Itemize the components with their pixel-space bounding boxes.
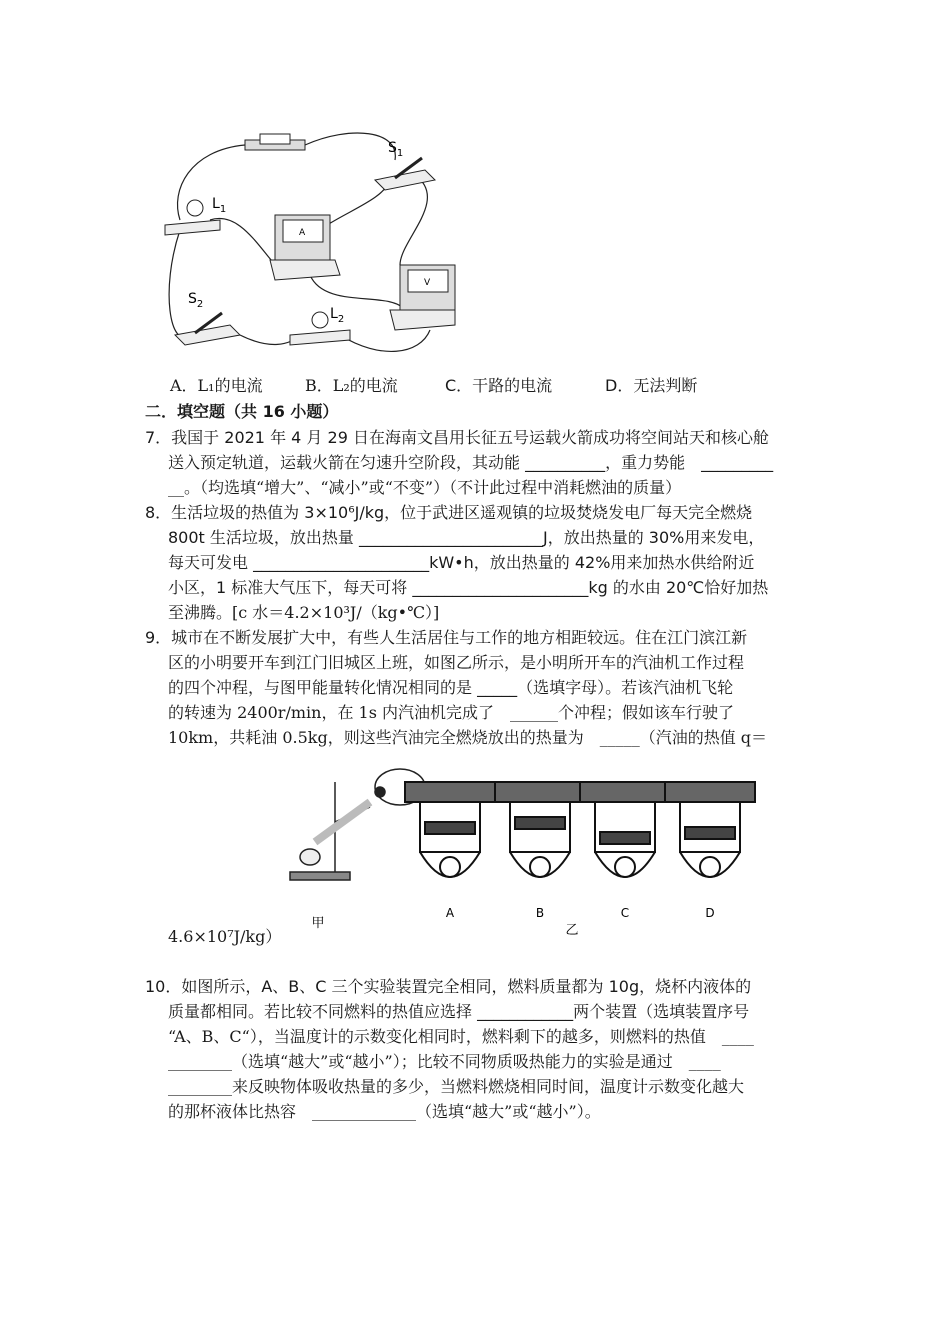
q10-line-2: 质量都相同。若比较不同燃料的热值应选择 ____________两个装置（选填装置序号 [168,1002,750,1021]
option-b: B．L₂的电流 [305,376,398,395]
engine-a [405,782,495,877]
q7-line-3: __。（均选填“增大”、“减小”或“不变”）（不计此过程中消耗燃油的质量） [168,478,682,497]
q9-line-1: 9．城市在不断发展扩大中，有些人生活居住与工作的地方相距较远。住在江门滨江新 [145,628,748,647]
option-a: A．L₁的电流 [170,376,263,395]
svg-text:S1: $S_1$ [388,140,404,159]
svg-text:V: V [424,278,431,288]
engine-figure [280,762,780,940]
q8-line-2: 800t 生活垃圾，放出热量 _______________________J，放出热量的 30%用来发电， [168,528,765,547]
q9-line-2: 区的小明要开车到江门旧城区上班，如图乙所示，是小明所开车的汽油机工作过程 [168,653,745,672]
switch-s1 [375,158,435,190]
q9-line-5: 10km，共耗油 0.5kg，则这些汽油完全燃烧放出的热量为 _____（汽油的热值 q＝ [168,728,768,747]
engine-label-b: B [535,906,545,920]
engine-d [665,782,755,877]
ammeter [270,215,340,280]
engine-b [495,782,585,877]
figure-jia-label: 甲 [311,916,325,931]
q9-line-6: 4.6×10⁷J/kg） [168,927,282,946]
q8-line-5: 至沸腾。[c 水＝4.2×10³J/（kg•℃）] [168,603,440,622]
voltmeter [390,265,455,330]
q10-line-4: ________（选填“越大”或“越小”）；比较不同物质吸热能力的实验是通过 ____ [168,1052,721,1071]
q10-line-1: 10．如图所示，A、B、C 三个实验装置完全相同，燃料质量都为 10g，烧杯内液体的 [145,977,752,996]
q8-line-4: 小区，1 标准大气压下，每天可将 ______________________kg 的水由 20℃恰好加热 [168,578,769,597]
svg-text:L2: $L_2$ [330,306,345,325]
q9-line-3: 的四个冲程，与图甲能量转化情况相同的是 _____（选填字母）。若该汽油机飞轮 [168,678,734,697]
q9-line-4: 的转速为 2400r/min，在 1s 内汽油机完成了 ______个冲程；假如该车行驶了 [168,703,735,722]
q10-line-3: “A、B、C“），当温度计的示数变化相同时，燃料剩下的越多，则燃料的热值 ____ [168,1027,754,1046]
engine-c [580,782,670,877]
q7-line-1: 7．我国于 2021 年 4 月 29 日在海南文昌用长征五号运载火箭成功将空间站天和核心舱 [145,428,769,447]
q7-line-2: 送入预定轨道，运载火箭在匀速升空阶段，其动能 __________，重力势能 _________ [168,453,774,472]
q8-line-1: 8．生活垃圾的热值为 3×10⁶J/kg，位于武进区遥观镇的垃圾焚烧发电厂每天完全燃烧 [145,503,753,522]
section-heading: 二．填空题（共 16 小题） [145,402,339,421]
svg-text:L1: $L_1$ [212,196,227,215]
circuit-figure [150,120,460,370]
engine-label-d: D [705,906,715,920]
option-c: C．干路的电流 [445,376,553,395]
engine-label-a: A [445,906,455,920]
switch-s2 [175,313,240,345]
option-d: D．无法判断 [605,376,698,395]
q8-line-3: 每天可发电 ______________________kW•h，放出热量的 42%用来加热水供给附近 [168,553,755,572]
q10-line-5: ________来反映物体吸收热量的多少，当燃料燃烧相同时间，温度计示数变化越大 [168,1077,745,1096]
figure-yi-label: 乙 [565,923,579,938]
engine-label-c: C [620,906,630,920]
svg-text:A: A [299,228,306,238]
q10-line-6: 的那杯液体比热容 _____________（选填“越大”或“越小”）。 [168,1102,601,1121]
svg-text:S2: $S_2$ [188,291,204,310]
